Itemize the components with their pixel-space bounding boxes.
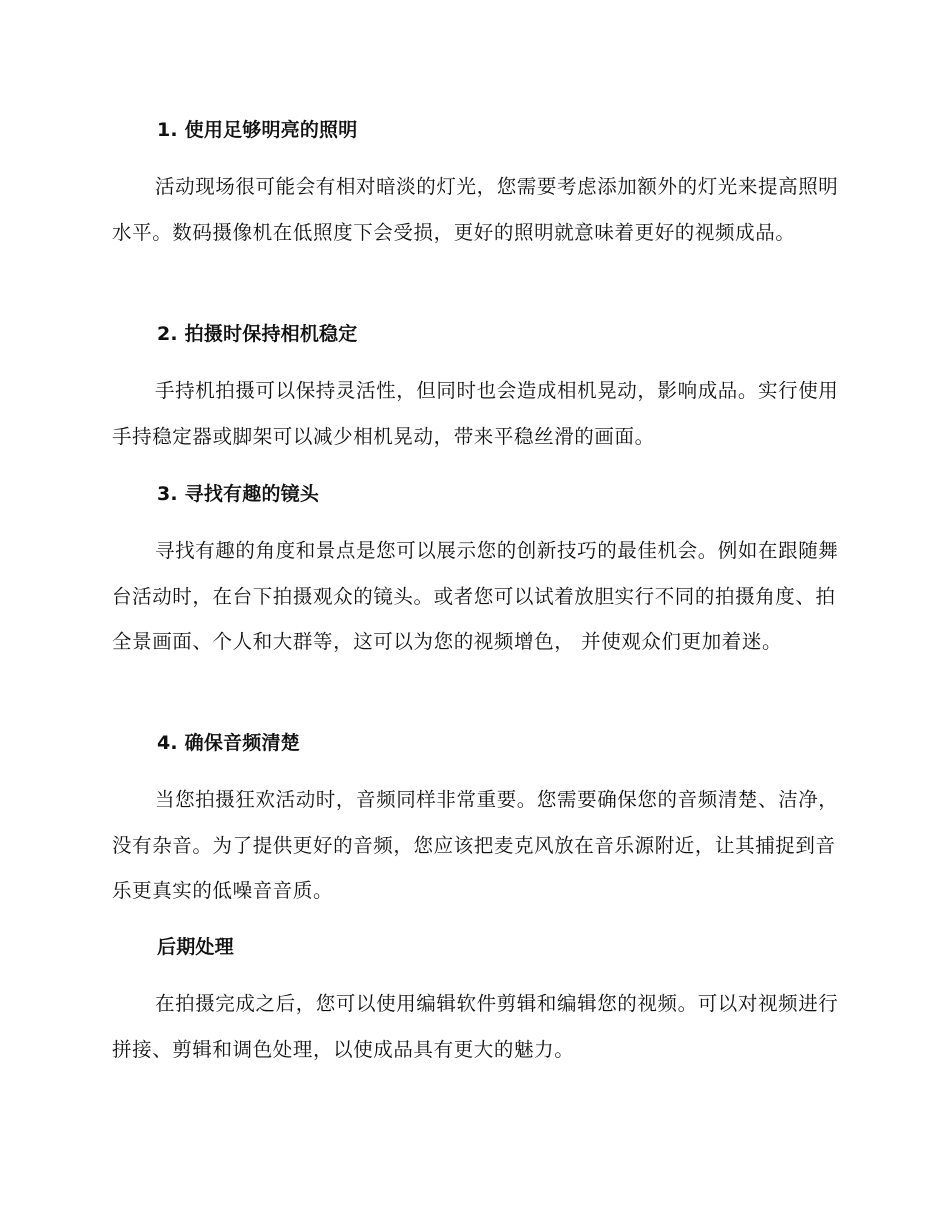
section-1-heading: 1. 使用足够明亮的照明: [157, 119, 358, 141]
section-4-heading: 4. 确保音频清楚: [157, 732, 300, 754]
section-1-paragraph: 活动现场很可能会有相对暗淡的灯光，您需要考虑添加额外的灯光来提高照明水平。数码摄像机在低照度下会受损，更好的照明就意味着更好的视频成品。: [112, 175, 839, 244]
section-5-heading: 后期处理: [157, 936, 234, 958]
section-4-paragraph: 当您拍摄狂欢活动时，音频同样非常重要。您需要确保您的音频清楚、洁净，没有杂音。为了提供更好的音频，您应该把麦克风放在音乐源附近，让其捕捉到音乐更真实的低噪音音质。: [112, 788, 839, 902]
section-3-paragraph: 寻找有趣的角度和景点是您可以展示您的创新技巧的最佳机会。例如在跟随舞台活动时，在台下拍摄观众的镜头。或者您可以试着放胆实行不同的拍摄角度、拍全景画面、个人和大群等，这可以为您的视频增色， 并使观众们更加着迷。: [112, 539, 839, 653]
section-2-paragraph: 手持机拍摄可以保持灵活性，但同时也会造成相机晃动，影响成品。实行使用手持稳定器或脚架可以减少相机晃动，带来平稳丝滑的画面。: [112, 379, 839, 448]
section-5-paragraph: 在拍摄完成之后，您可以使用编辑软件剪辑和编辑您的视频。可以对视频进行拼接、剪辑和调色处理，以使成品具有更大的魅力。: [112, 992, 839, 1061]
section-2-heading: 2. 拍摄时保持相机稳定: [157, 323, 358, 345]
section-3-heading: 3. 寻找有趣的镜头: [157, 483, 320, 505]
